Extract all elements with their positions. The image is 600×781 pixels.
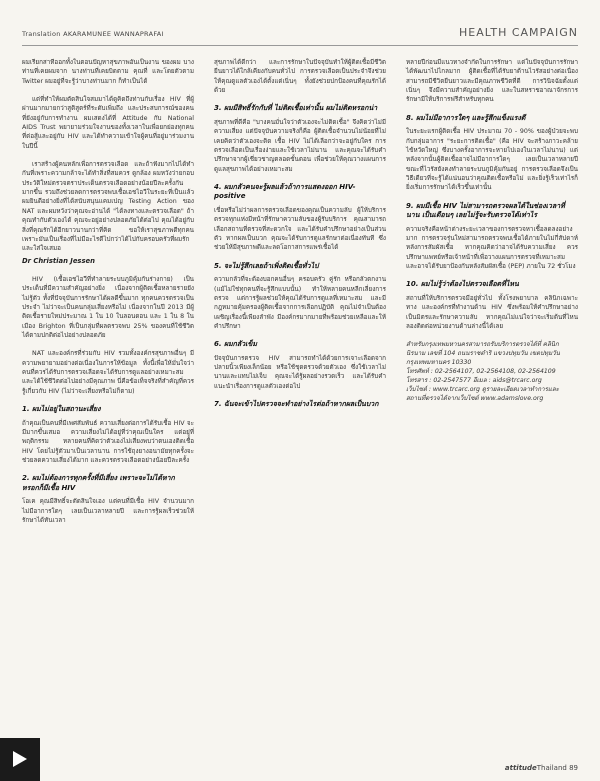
page-footer [505, 764, 578, 772]
myth-heading-5: 5. จะไม่รู้สึกเลยถ้าเพิ่งติดเชื้อทั่วไป [214, 261, 319, 270]
myth-heading-6: 6. ผมกลัวเข็ม [214, 340, 257, 349]
play-icon [13, 751, 27, 767]
clinic-website: เว็บไซต์ : www.trcarc.org ดูรายละเอียดเวลาทำการและ [406, 386, 560, 394]
myth-heading-3: 3. ผมมีสิทธิ์รักกับที่ ไม่ติดเชื้อเท่านั้น ผมไม่ติดหรอกน่า [214, 104, 378, 113]
paragraph: เราสร้างผู้คนหลักเพื่อการตรวจเลือด และถ้าฟังมากไปได้ทำกันที่เพราะความกล้าจะได้ทำสิ่งที่สมควร ดูกล้อง ผมหวังว่ายกอบประวัติใหม่ตรวจตราประเด็นตรวจเลือดอย่างน้อยปีละครั้งกันมากขึ้น รวมถึงช่วยลดการตรวจพบเชื้อเอชไอวีในระยะที่เป็นแล้ว ผมยินดีอย่างยิ่งที่ได้สนับสนุนแคมเปญ Testing Action ของ NAT และผมหวังว่าคุณจะอ่านได้ "ได้ลงทางและตรวจเลือด" ถ้าคุณทำกับตัวเองได้ คุณจะอยู่อย่างปลอดภัยได้ต่อไป คุณได้อยู่กับสิ่งที่คุณรักได้อีกยาวนานกว่าที่คิด ขอให้เราสุขภาพดีทุกคน เพราะมันเป็นเรื่องที่ไม่มีอะไรดีไปกว่าได้ไปกับครอบครัวที่ผมรักและใส่ใจเสมอ [22, 161, 194, 253]
column-right [406, 58, 578, 403]
paragraph: สุขภาพได้ดีกว่า และการรักษาในปัจจุบันทำให้ผู้ติดเชื้อมีชีวิตยืนยาวได้ใกล้เคียงกับคนทั่วไป การตรวจเลือดเป็นประจำจึงช่วยให้คุณดูแลตัวเองได้ตั้งแต่เนิ่นๆ ทั้งยังช่วยปกป้องคนที่คุณรักได้ด้วย [214, 59, 386, 95]
myth-heading-9: 9. ผมมีเชื้อ HIV ไม่สามารถตรวจผลได้ในช่องเวลาที่นาน เป็นเดือนๆ เลยไม่รู้จะรับตรวจได้เท่าไร [406, 201, 565, 220]
paragraph: ในระยะแรกผู้ติดเชื้อ HIV ประมาณ 70 - 90% ของผู้ป่วยจะพบกับกลุ่มอาการ "ระยะการติดเชื้อ" (คือ HIV จะสร้างภาวะคล้ายไข้หวัดใหญ่ ซึ่งบางครั้งอาการจะหายไปเองในเวลาไม่นาน) แต่หลังจากนั้นผู้ติดเชื้ออาจไม่มีอาการใดๆ เลยเป็นเวลาหลายปี ขณะที่ไวรัสยังคงทำลายระบบภูมิคุ้มกันอยู่ การตรวจเลือดจึงเป็นวิธีเดียวที่จะรู้ได้แน่นอนว่าคุณติดเชื้อหรือไม่ และยิ่งรู้เร็วเท่าไรก็ยิ่งเริ่มการรักษาได้เร็วขึ้นเท่านั้น [406, 128, 578, 192]
magazine-edition: Thailand [536, 764, 567, 772]
magazine-brand: attitude [504, 764, 537, 772]
page-header [0, 0, 600, 50]
myth-heading-8: 8. ผมไม่มีอาการใดๆ และรู้สึกแข็งแรงดี [406, 113, 526, 122]
paragraph: สถานที่ให้บริการตรวจมีอยู่ทั่วไป ทั้งโรงพยาบาล คลินิกเฉพาะทาง และองค์กรที่ทำงานด้าน HIV ซึ่งพร้อมให้คำปรึกษาอย่างเป็นมิตรและรักษาความลับ หากคุณไม่แน่ใจว่าจะเริ่มต้นที่ไหน ลองติดต่อหน่วยงานด้านล่างนี้ได้เลย [406, 294, 578, 330]
clinic-fax-email: โทรสาร : 02-2547577 อีเมล : aids@trcarc.org [406, 377, 542, 385]
clinic-website-2: สถานที่ตรวจได้จากเว็บไซต์ www.adamslove.org [406, 395, 544, 403]
myth-heading-7: 7. ฉันจะเข้าไปตรวจจะทำอย่างไรต่อถ้าหากผลเป็นบวก [214, 400, 379, 409]
myth-heading-4: 4. ผมกลัวคนจะรู้ผลแล้วถ้าการแสดงออก HIV-positive [214, 182, 356, 201]
header-rule [22, 45, 578, 46]
paragraph: เชื่อหรือไม่ว่าผลการตรวจเลือดของคุณเป็นความลับ ผู้ให้บริการตรวจทุกแห่งมีหน้าที่รักษาความลับของผู้รับบริการ คุณสามารถเลือกสถานที่ตรวจที่สะดวกใจ และได้รับคำปรึกษาอย่างเป็นส่วนตัว หากผลเป็นบวก คุณจะได้รับการดูแลรักษาต่อเนื่องทันที ซึ่งช่วยให้มีสุขภาพดีและลดโอกาสการแพร่เชื้อได้ [214, 206, 386, 252]
translator-credit: Translation AKARAMUNEE WANNAPRAFAI [22, 30, 164, 38]
myth-heading-2: 2. ผมไม่ต้องการทุกครั้งที่มีเสี่ยง เพราะจะไม่ได้หาก หรอกก็มีเชื้อ HIV [22, 474, 175, 492]
column-middle [214, 58, 386, 414]
contact-block [406, 340, 578, 403]
page-number: 89 [569, 764, 578, 772]
paragraph: ผมเรียกสาทีออกทั้งในตอนปัญหาสุขภาพอันเป็นงาน ของผม บางท่านที่เคยผมจาก นางท่านที่เคยบิดตาม คุณที่ และโดยตัวตาม Twitter ผมอยู่ที่จะรู้ว่าบางท่านมาก ก็ทำเป็นได้ [22, 59, 194, 85]
myth-heading-1: 1. ผมไม่อยู่ในสถานะเสี่ยง [22, 405, 101, 413]
paragraph: ปัจจุบันการตรวจ HIV สามารถทำได้ด้วยการเจาะเลือดจากปลายนิ้วเพียงเล็กน้อย หรือใช้ชุดตรวจด้วยตัวเอง ซึ่งใช้เวลาไม่นานและแทบไม่เจ็บ คุณจะได้รู้ผลอย่างรวดเร็ว และได้รับคำแนะนำเรื่องการดูแลตัวเองต่อไป [214, 354, 386, 390]
paragraph: ความจริงคือหน้าต่างระยะเวลาของการตรวจหาเชื้อลดลงอย่างมาก การตรวจรุ่นใหม่สามารถตรวจพบเชื้อได้ภายในไม่กี่สัปดาห์หลังการสัมผัสเชื้อ หากคุณคิดว่าอาจได้รับความเสี่ยง ควรปรึกษาแพทย์หรือเจ้าหน้าที่เพื่อวางแผนการตรวจที่เหมาะสม และอาจได้รับยาป้องกันหลังสัมผัสเชื้อ (PEP) ภายใน 72 ชั่วโมง [406, 225, 578, 270]
paragraph: ถ้าคุณเป็นคนที่มีเพศสัมพันธ์ ความเสี่ยงต่อการได้รับเชื้อ HIV จะมีมากขึ้นเสมอ ความเสี่ยงไม่ได้อยู่ที่ว่าคุณเป็นใคร แต่อยู่ที่พฤติกรรม หลายคนที่คิดว่าตัวเองไม่เสี่ยงพบว่าตนเองติดเชื้อ HIV โดยไม่รู้ตัวมาเป็นเวลานาน การใช้ถุงยางอนามัยทุกครั้งจะช่วยลดความเสี่ยงได้มาก และควรตรวจเลือดอย่างน้อยปีละครั้ง [22, 419, 194, 464]
paragraph: หลายปีก่อนมีแนวทางจำกัดในการรักษา แต่ในปัจจุบันการรักษาได้พัฒนาไปไกลมาก ผู้ติดเชื้อที่ได้รับยาต้านไวรัสอย่างต่อเนื่องสามารถมีชีวิตยืนยาวและมีคุณภาพชีวิตที่ดี การวินิจฉัยตั้งแต่เนิ่นๆ จึงมีความสำคัญอย่างยิ่ง และในสหราชอาณาจักรการรักษามีให้บริการฟรีสำหรับทุกคน [406, 59, 578, 104]
paragraph: สุขภาพที่ดีคือ "บางคนมั่นใจว่าตัวเองจะไม่ติดเชื้อ" จึงคิดว่าไม่มีความเสี่ยง แต่ปัจจุบันความจริงก็คือ ผู้ติดเชื้อจำนวนไม่น้อยที่ไม่เคยคิดว่าตัวเองจะติด เชื้อ HIV ไม่ได้เลือกว่าจะอยู่กับใคร การตรวจเลือดเป็นเรื่องง่ายและใช้เวลาไม่นาน และคุณจะได้รับคำปรึกษาจากผู้เชี่ยวชาญตลอดขั้นตอน เพื่อช่วยให้คุณวางแผนการดูแลสุขภาพได้อย่างเหมาะสม [214, 118, 386, 173]
author-signature: Dr Christian Jessen [22, 256, 95, 265]
play-button[interactable] [0, 738, 40, 781]
clinic-phone: โทรศัพท์ : 02-2564107, 02-2564108, 02-2564109 [406, 368, 556, 376]
column-left [22, 58, 194, 534]
myth-heading-10: 10. ผมไม่รู้ว่าต้องไปตรวจเลือดที่ไหน [406, 280, 519, 289]
paragraph: โอเค คุณมีสิทธิ์จะตัดสินใจเอง แต่คนที่มีเชื้อ HIV จำนวนมากไม่มีอาการใดๆ เลยเป็นเวลาหลายปี และการรู้ผลเร็วช่วยให้รักษาได้ทันเวลา [22, 498, 194, 524]
paragraph: HIV (เชื้อเอชไอวีที่ทำลายระบบภูมิคุ้มกันร่างกาย) เป็นประเด็นที่มีความสำคัญอย่างยิ่ง เนื่องจากผู้ติดเชื้อหลายรายยังไม่รู้ตัว ทั้งที่ปัจจุบันการรักษาได้ผลดีขึ้นมาก ทุกคนควรตรวจเป็นประจำ ไม่ว่าจะเป็นคนกลุ่มเสี่ยงหรือไม่ เนื่องจากในปี 2013 มีผู้ติดเชื้อรายใหม่ประมาณ 1 ใน 10 ในลอนดอน และ 1 ใน 8 ในเมือง Brighton ที่เป็นกลุ่มที่ผลตรวจพบ 25% ของคนที่ใช้ชีวิตได้ตามปกติต่อไปอย่างปลอดภัย [22, 275, 194, 339]
paragraph: NAT และองค์กรที่ร่วมกับ HIV รวมทั้งองค์กรสุขภาพอื่นๆ มีความพยายามอย่างต่อเนื่องในการให้ข้อมูล ทั้งนี้เพื่อให้มั่นใจว่าคนที่ควรได้รับการตรวจเลือดจะได้รับการดูแลอย่างเหมาะสม และได้ใช้ชีวิตต่อไปอย่างมีคุณภาพ นี่คือข้อเท็จจริงที่สำคัญที่ควรรู้เกี่ยวกับ HIV (ไม่ว่าจะเสี่ยงหรือไม่ก็ตาม) [22, 350, 194, 395]
section-title: HEALTH CAMPAIGN [459, 26, 578, 39]
paragraph: ความกลัวที่จะต้องบอกคนอื่นๆ ครอบครัว คู่รัก หรือกลัวตกงาน (แม้ไม่ใช่ทุกคนที่จะรู้สึกแบบนั้น) ทำให้หลายคนหลีกเลี่ยงการตรวจ แต่การรู้ผลช่วยให้คุณได้รับการดูแลที่เหมาะสม และมีกฎหมายคุ้มครองผู้ติดเชื้อจากการเลือกปฏิบัติ คุณไม่จำเป็นต้องเผชิญเรื่องนี้เพียงลำพัง มีองค์กรมากมายที่พร้อมช่วยเหลือและให้คำปรึกษา [214, 276, 386, 330]
paragraph: แต่ที่ทำให้ผมตัดสินใจสมมาได้ดูคิดถึงท่านกับเรื่อง HIV ที่ผู้ผ่านมากมายกว่าสูติสูตร์ที่ระดับเพิ่มถึง และประสบการณ์ของคนที่ยังอยู่กับการทำงาน ผมเสดงได้ที่ Attitude กับ National AIDS Trust พยายามร่วมใจงานของทั้งเวลาในเพื่อยกย่องทุกคนที่ต่อสู้และอยู่กับ HIV และได้ทำความเข้าใจผู้คนที่อยู่มาร่วมงานในปีนี้ [22, 96, 194, 150]
clinic-address: สำหรับกรุงเทพมหานครสามารถรับบริการตรวจได้ที่ คลินิกนิรนาม เลขที่ 104 ถนนราชดำริ แขวงปทุมวัน เขตปทุมวัน กรุงเทพมหานคร 10330 [406, 341, 560, 367]
